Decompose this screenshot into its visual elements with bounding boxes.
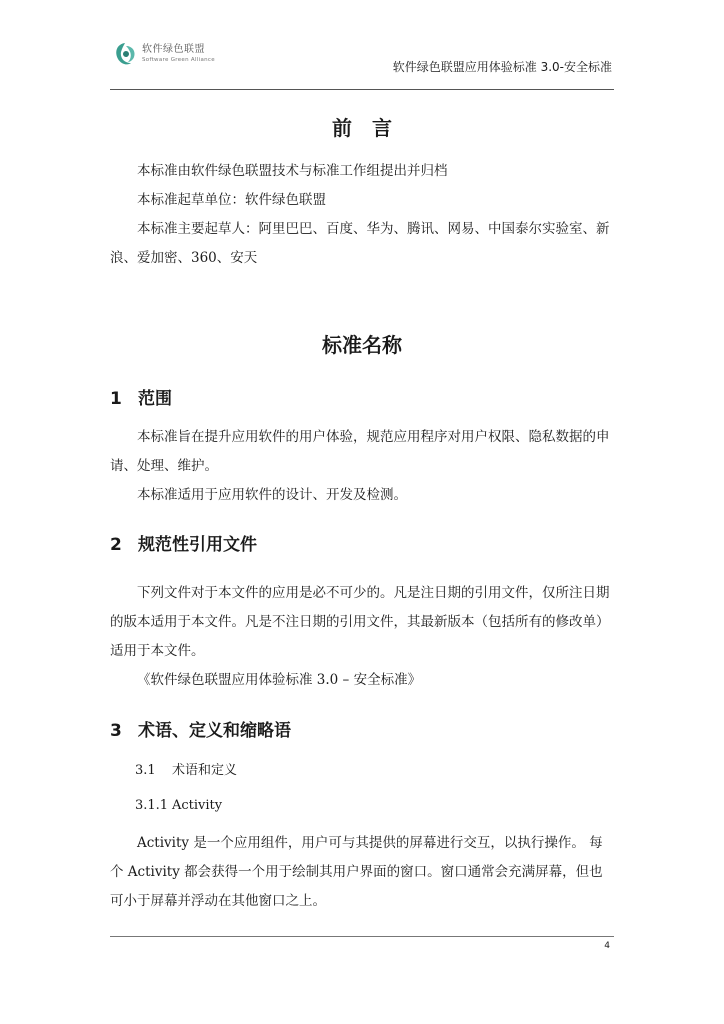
- subsubsection-title: Activity: [172, 798, 223, 813]
- foreword-paragraph: 本标准起草单位：软件绿色联盟: [137, 192, 326, 208]
- page-number: 4: [604, 941, 610, 951]
- alliance-logo: [112, 40, 215, 68]
- section-number: 1: [110, 389, 122, 409]
- page-content: [110, 112, 614, 916]
- section-heading-terms: [110, 716, 614, 741]
- standard-name-heading: 标准名称: [322, 333, 402, 357]
- logo-english-text: Software Green Alliance: [142, 56, 215, 63]
- foreword-paragraph: 本标准由软件绿色联盟技术与标准工作组提出并归档: [137, 163, 448, 179]
- section-title: 术语、定义和缩略语: [138, 721, 291, 741]
- footer-divider: [110, 936, 614, 937]
- section-number: 2: [110, 535, 122, 555]
- foreword-paragraph: 本标准主要起草人：阿里巴巴、百度、华为、腾讯、网易、中国泰尔实验室、新浪、爱加密、360、安天: [110, 221, 610, 266]
- alliance-logo-icon: [112, 40, 138, 68]
- section-heading-scope: [110, 384, 614, 409]
- logo-chinese-text: 软件绿色联盟: [142, 43, 205, 55]
- subsubsection-heading-activity: [135, 798, 614, 813]
- body-paragraph: 下列文件对于本文件的应用是必不可少的。凡是注日期的引用文件，仅所注日期的版本适用于本文件。凡是不注日期的引用文件，其最新版本（包括所有的修改单）适用于本文件。: [110, 585, 610, 659]
- foreword-heading: 前言: [332, 116, 412, 140]
- subsection-heading-terms-definitions: [135, 759, 614, 778]
- body-paragraph: Activity 是一个应用组件，用户可与其提供的屏幕进行交互，以执行操作。 每个 Activity 都会获得一个用于绘制其用户界面的窗口。窗口通常会充满屏幕，但也可小于屏幕并浮动在其他窗口之上。: [110, 835, 603, 909]
- header-divider: [110, 89, 614, 90]
- subsection-title: 术语和定义: [172, 763, 238, 778]
- section-heading-normative-references: [110, 530, 614, 555]
- section-title: 范围: [138, 389, 172, 409]
- body-paragraph: 本标准适用于应用软件的设计、开发及检测。: [137, 487, 407, 503]
- body-paragraph: 《软件绿色联盟应用体验标准 3.0 – 安全标准》: [137, 672, 422, 688]
- section-title: 规范性引用文件: [138, 535, 257, 555]
- subsection-number: 3.1: [135, 763, 156, 778]
- subsubsection-number: 3.1.1: [135, 798, 169, 813]
- document-header-title: 软件绿色联盟应用体验标准 3.0-安全标准: [392, 60, 612, 74]
- body-paragraph: 本标准旨在提升应用软件的用户体验，规范应用程序对用户权限、隐私数据的申请、处理、维护。: [110, 429, 610, 474]
- section-number: 3: [110, 721, 122, 741]
